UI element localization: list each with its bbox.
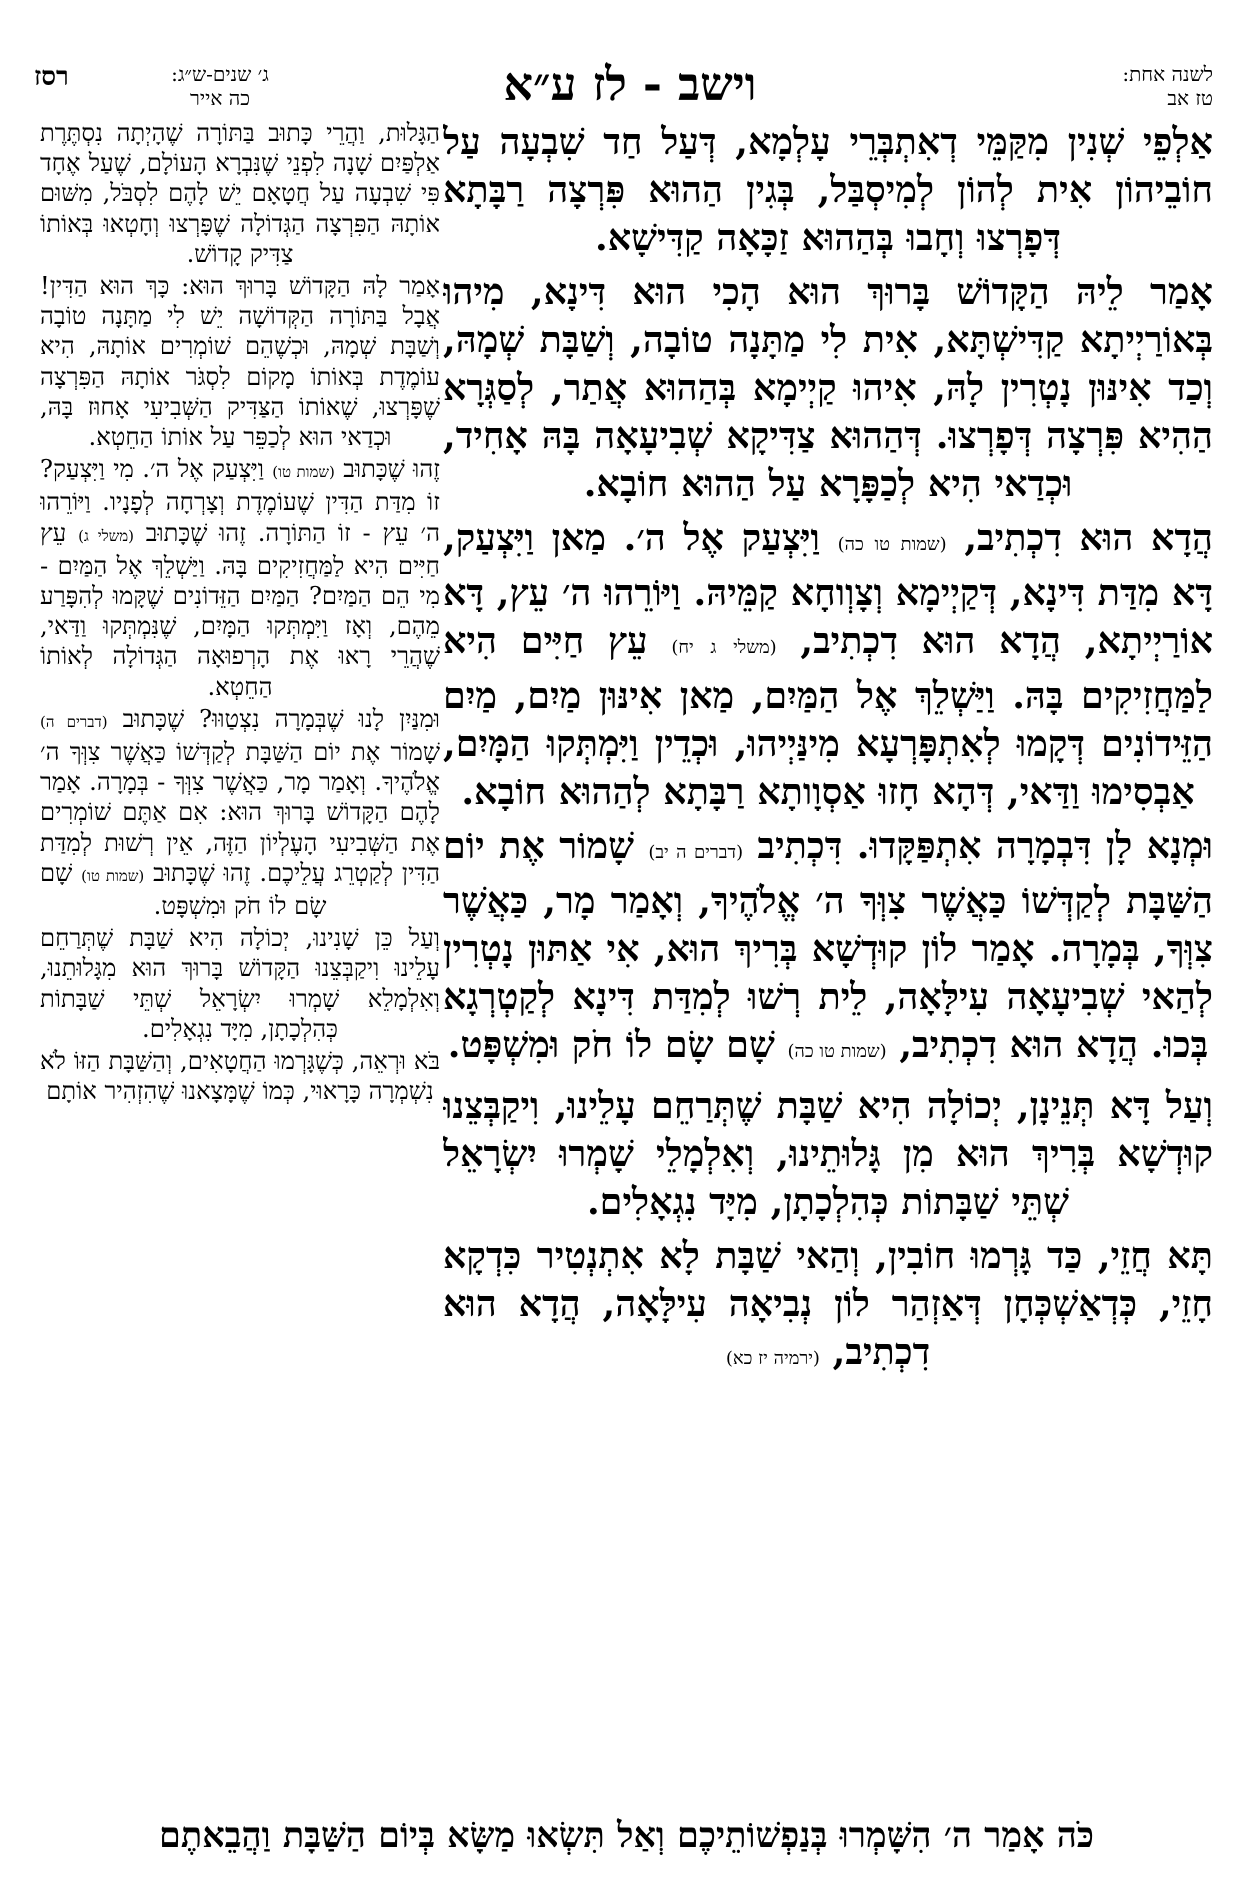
side-paragraph-4 <box>40 704 440 921</box>
verse-reference: (שמות טו) <box>81 866 145 885</box>
main-paragraph-3 <box>443 514 1213 816</box>
main-paragraph-text: וַיִּצְעַק אֶל ה׳. מַאן וַיִּצְעַק, דָּא מִדַּת דִּינָא, דְּקַיְימָא וְצָוְוחָא קַמֵּיהּ. וַיּוֹרֵהוּ ה׳ עֵץ, דָּא אוֹרַיְיתָא, הֲדָא הוּא דִכְתִיב, <box>443 516 1213 662</box>
study-schedule-three-years <box>110 62 330 110</box>
main-paragraph-text: שָׁמוֹר אֶת יוֹם הַשַּׁבָּת לְקַדְּשׁוֹ כַּאֲשֶׁר צִוְּךָ ה׳ אֱלֹהֶיךָ, וְאָמַר מָר, כַּאֲשֶׁר צִוְּךָ, בְּמָרָה. אָמַר לוֹן קוּדְשָׁא בְּרִיךְ הוּא, אִי אַתּוּן נָטְרִין לְהַאי שְׁבִיעָאָה עִילָּאָה, לֵית רְשׁוּ לְמִדַּת דִּינָא לְקַטְרְגָא בְּכוּ. הֲדָא הוּא דִכְתִיב, <box>443 824 1213 1066</box>
side-paragraph-text: אָמַר לָהּ הַקָּדוֹשׁ בָּרוּךְ הוּא: כָּךְ הוּא הַדִּין! אֲבָל בַּתּוֹרָה הַקְּדוֹשָׁה יֵשׁ לִי מַתָּנָה טוֹבָה וְשַׁבָּת שְׁמָהּ, וּכְשֶׁהֵם שׁוֹמְרִים אוֹתָהּ, הִיא עוֹמֶדֶת בְּאוֹתוֹ מָקוֹם לִסְגֹּר אוֹתָהּ הַפִּרְצָה שֶׁפָּרְצוּ, שֶׁאוֹתוֹ הַצַּדִּיק הַשְּׁבִיעִי אָחוּז בָּהּ, וּכְדַאי הוּא לְכַפֵּר עַל אוֹתוֹ הַחֵטְא. <box>40 272 440 452</box>
side-paragraph-2 <box>40 271 440 452</box>
side-paragraph-6 <box>40 1046 440 1106</box>
main-text-column <box>443 118 1213 1798</box>
side-paragraph-1 <box>40 118 440 269</box>
side-paragraph-text: הַגָּלוּת, וַהֲרֵי כָּתוּב בַּתּוֹרָה שֶׁהָיְתָה נִסְתֶּרֶת אַלְפַּיִם שָׁנָה לִפְנֵי שֶׁנִּבְרָא הָעוֹלָם, שֶׁעַל אֶחָד פִּי שִׁבְעָה עַל חֲטָאָם יֵשׁ לָהֶם לִסְבֹּל, מִשּׁוּם אוֹתָהּ הַפִּרְצָה הַגְּדוֹלָה שֶׁפָּרְצוּ וְחָטְאוּ בְּאוֹתוֹ צַדִּיק קָדוֹשׁ. <box>40 119 440 268</box>
three-years-date: כה אייר <box>190 86 250 110</box>
verse-reference: (משלי ג) <box>78 526 135 545</box>
side-paragraph-text: שָׁמוֹר אֶת יוֹם הַשַּׁבָּת לְקַדְּשׁוֹ כַּאֲשֶׁר צִוְּךָ ה׳ אֱלֹהֶיךָ. וְאָמַר מָר, כַּאֲשֶׁר צִוְּךָ - בְּמָרָה. אָמַר לָהֶם הַקָּדוֹשׁ בָּרוּךְ הוּא: אִם אַתֶּם שׁוֹמְרִים אֶת הַשְּׁבִיעִי הָעֶלְיוֹן הַזֶּה, אֵין רְשׁוּת לְמִדַּת הַדִּין לְקַטְרֵג עֲלֵיכֶם. זֶהוּ שֶׁכָּתוּב <box>40 738 440 887</box>
verse-reference: (שמות טו כה) <box>837 534 947 555</box>
study-schedule-one-year <box>953 62 1213 110</box>
three-years-label: ג׳ שנים-ש״ג: <box>171 62 269 86</box>
main-paragraph-6 <box>443 1232 1213 1383</box>
side-paragraph-text: וְעַל כֵּן שָׁנִינוּ, יְכוֹלָה הִיא שַׁבָּת שֶׁתְּרַחֵם עָלֵינוּ וִיקַבְּצֵנוּ הַקָּדוֹשׁ בָּרוּךְ הוּא מִגָּלוּתֵנוּ, וְאִלְמָלֵא שָׁמְרוּ יִשְׂרָאֵל שְׁתֵּי שַׁבָּתוֹת כְּהִלְכָתָן, מִיָּד נִגְאָלִים. <box>40 924 440 1043</box>
main-paragraph-5 <box>443 1082 1213 1226</box>
main-paragraph-text: וְעַל דָּא תְּנֵינָן, יְכוֹלָה הִיא שַׁבָּת שֶׁתְּרַחֵם עָלֵינוּ, וִיקַבְּצֵנוּ קוּדְשָׁא בְּרִיךְ הוּא מִן גָּלוּתֵינוּ, וְאִלְמָלֵי שָׁמְרוּ יִשְׂרָאֵל שְׁתֵּי שַׁבָּתוֹת כְּהִלְכָתָן, מִיָּד נִגְאָלִים. <box>443 1084 1213 1223</box>
side-paragraph-text: וּמִנַּיִן לָנוּ שֶׁבְּמָרָה נִצְטַוּוּ? שֶׁכָּתוּב <box>107 704 440 733</box>
main-paragraph-text: תָּא חֲזֵי, כַּד גָּרְמוּ חוֹבִין, וְהַאי שַׁבָּת לָא אִתְנְטִיר כִּדְקָא חָזֵי, כְּדְאַשְׁכְּחָן דְּאַזְהַר לוֹן נְבִיאָה עִילָּאָה, הֲדָא הוּא דִכְתִיב, <box>443 1234 1213 1373</box>
side-paragraph-text: בֹּא וּרְאֵה, כְּשֶׁגָּרְמוּ הַחֲטָאִים, וְהַשַּׁבָּת הַזּוֹ לֹא נִשְׁמְרָה כָּרָאוּי, כְּמוֹ שֶׁמָּצָאנוּ שֶׁהִזְהִיר אוֹתָם <box>40 1047 440 1106</box>
main-paragraph-2 <box>443 268 1213 508</box>
side-paragraph-text: זֶהוּ שֶׁכָּתוּב <box>334 455 440 484</box>
side-paragraph-5 <box>40 923 440 1044</box>
main-paragraph-text: אַלְפֵי שְׁנִין מִקַּמֵּי דְאִתְבְּרֵי עָלְמָא, דְּעַל חַד שִׁבְעָה עַל חוֹבֵיהוֹן אִית לְהוֹן לְמִיסְבַּל, בְּגִין הַהוּא פִּרְצָה רַבָּתָא דְּפָרְצוּ וְחָבוּ בְּהַהוּא זַכָּאָה קַדִּישָׁא. <box>443 120 1213 259</box>
verse-reference: (משלי ג יח) <box>671 637 777 658</box>
one-year-date: טז אב <box>1167 86 1213 110</box>
side-paragraph-text: וַיִּצְעַק אֶל ה׳. מִי וַיִּצְעַק? זוֹ מִדַּת הַדִּין שֶׁעוֹמֶדֶת וְצָרְחָה לְפָנָיו. וַיּוֹרֵהוּ ה׳ עֵץ - זוֹ הַתּוֹרָה. זֶהוּ שֶׁכָּתוּב <box>40 455 440 547</box>
one-year-label: לשנה אחת: <box>1122 62 1213 86</box>
main-paragraph-text: הֲדָא הוּא דִכְתִיב, <box>946 516 1213 559</box>
page-title: וישב - לז ע״א <box>503 57 757 111</box>
main-paragraph-text: עֵץ חַיִּים הִיא לַמַּחֲזִיקִים בָּהּ. וַיַּשְׁלֵךְ אֶל הַמַּיִם, מַאן אִינּוּן מַיִם, מַיִם הַזֵּידוֹנִים דְּקָמוּ לְאִתְפָּרְעָא מִינַּיְיהוּ, וּכְדֵין וַיִּמְתְּקוּ הַמָּיִם, אַבְסִימוּ וַדַּאי, דְּהָא חָזוּ אַסְוָותָא רַבָּתָא לְהַהוּא חוֹבָא. <box>443 619 1213 813</box>
verse-reference: (דברים ה) <box>40 712 108 731</box>
verse-reference: (דברים ה יב) <box>648 842 744 863</box>
main-paragraph-1 <box>443 118 1213 262</box>
verse-reference: (ירמיה יז כא) <box>725 1348 820 1369</box>
side-paragraph-text: שָׁם שָׂם לוֹ חֹק וּמִשְׁפָּט. <box>40 858 327 921</box>
verse-reference: (שמות טו) <box>272 463 335 482</box>
verse-reference: (שמות טו כה) <box>787 1041 887 1062</box>
page-number: רסז <box>34 62 69 92</box>
main-paragraph-text: אָמַר לֵיהּ הַקָּדוֹשׁ בָּרוּךְ הוּא הָכִי הוּא דִּינָא, מִיהוּ בְּאוֹרַיְיתָא קַדִּישְׁתָּא, אִית לִי מַתָּנָה טוֹבָה, וְשַׁבָּת שְׁמָהּ, וְכַד אִינּוּן נָטְרִין לָהּ, אִיהוּ קַיְימָא בְּהַהוּא אֲתַר, לְסַגְּרָא הַהִיא פִּרְצָה דְּפָרְצוּ. דְּהַהוּא צַדִּיקָא שְׁבִיעָאָה בָּהּ אָחִיד, וּכְדַאי הִיא לְכַפָּרָא עַל הַהוּא חוֹבָא. <box>443 270 1213 505</box>
side-paragraph-3 <box>40 454 440 702</box>
main-paragraph-4 <box>443 822 1213 1076</box>
main-paragraph-text: שָׁם שָׂם לוֹ חֹק וּמִשְׁפָּט. <box>447 1023 788 1066</box>
translation-column <box>40 118 440 1804</box>
main-paragraph-text: וּמְנָא לָן דִּבְמָרָה אִתְפַּקָּדוּ. דִּכְתִיב <box>743 824 1213 867</box>
side-paragraph-text: עֵץ חַיִּים הִיא לַמַּחֲזִיקִים בָּהּ. וַיַּשְׁלֵךְ אֶל הַמַּיִם - מִי הֵם הַמַּיִם? הַמַּיִם הַזֵּדוֹנִים שֶׁקָּמוּ לְהִפָּרַע מֵהֶם, וְאָז וַיִּמְתְּקוּ הַמָּיִם, שֶׁנִּמְתְּקוּ וַדַּאי, שֶׁהֲרֵי רָאוּ אֶת הָרְפוּאָה הַגְּדוֹלָה לְאוֹתוֹ הַחֵטְא. <box>40 518 440 701</box>
bottom-verse-line: כֹּה אָמַר ה׳ הִשָּׁמְרוּ בְּנַפְשׁוֹתֵיכֶם וְאַל תִּשְׂאוּ מַשָּׂא בְּיוֹם הַשַּׁבָּת וַהֲבֵאתֶם <box>159 1815 1094 1856</box>
